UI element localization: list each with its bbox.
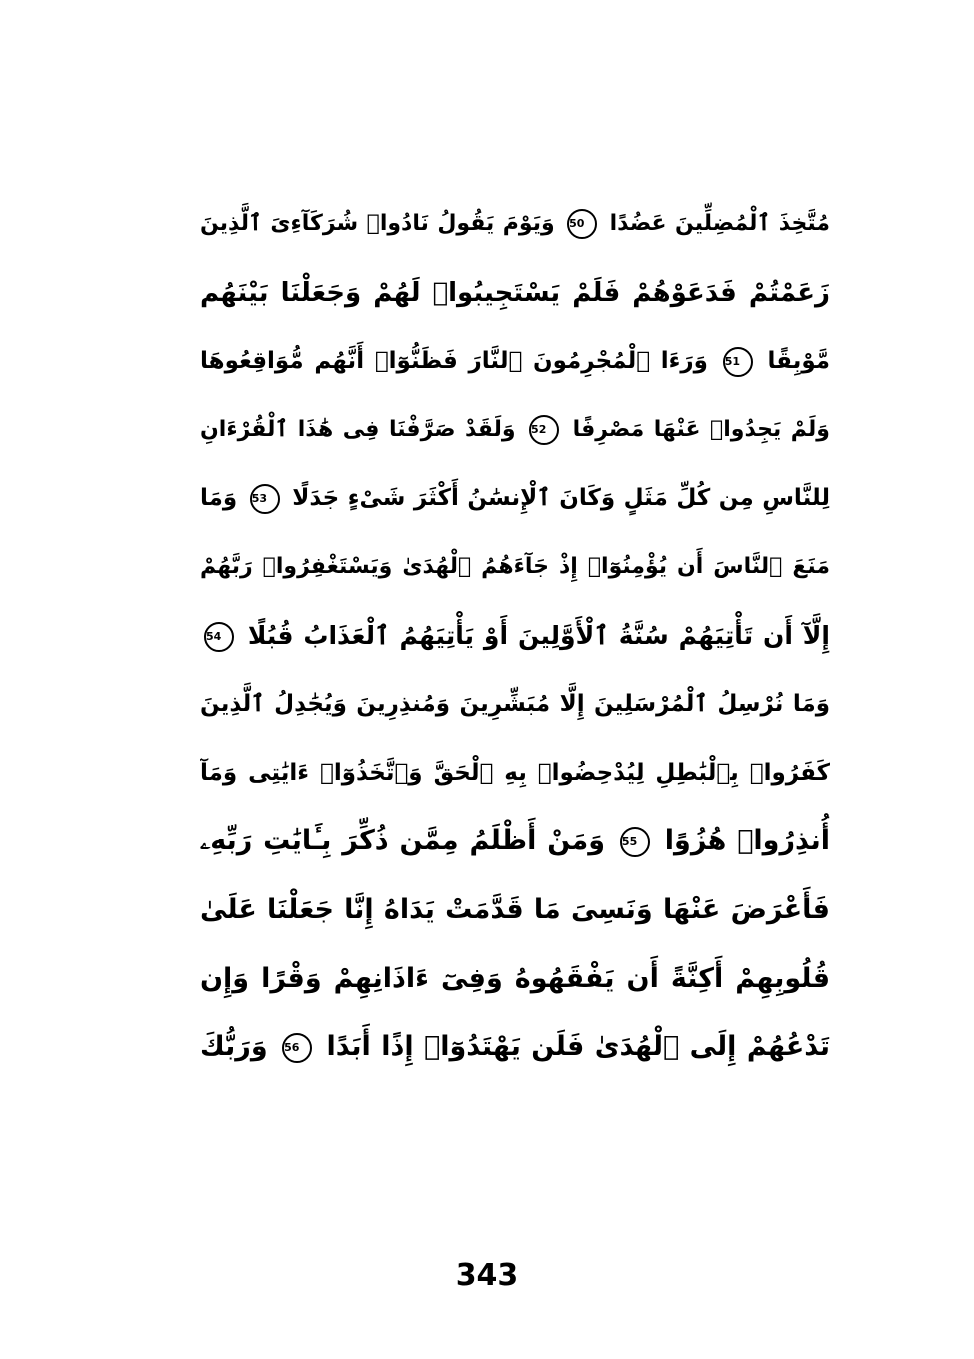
- ayah-marker: 54: [204, 622, 234, 652]
- line-text: وَيَوْمَ يَقُولُ نَادُوا۟ شُرَكَآءِىَ ٱلَّذِينَ: [200, 211, 555, 236]
- line-text: إِلَّآ أَن تَأْتِيَهُمْ سُنَّةُ ٱلْأَوَّلِينَ أَوْ يَأْتِيَهُمُ ٱلْعَذَابُ قُبُلًا: [247, 620, 830, 650]
- text-line-8: [200, 670, 830, 739]
- line-text: وَلَمْ يَجِدُوا۟ عَنْهَا مَصْرِفًا: [572, 416, 830, 442]
- text-line-2: [200, 259, 830, 328]
- text-line-9: [200, 739, 830, 808]
- line-text: كَفَرُوا۟ بِٱلْبَٰطِلِ لِيُدْحِضُوا۟ بِهِ ٱلْحَقَّ وَٱتَّخَذُوٓا۟ ءَايَٰتِى وَمَآ: [200, 759, 830, 786]
- line-text: وَرَبُّكَ: [200, 1031, 268, 1063]
- text-line-7: [200, 602, 830, 671]
- text-line-13: [200, 1013, 830, 1082]
- line-text: وَمَا نُرْسِلُ ٱلْمُرْسَلِينَ إِلَّا مُبَشِّرِينَ وَمُنذِرِينَ وَيُجَٰدِلُ ٱلَّذِينَ: [200, 691, 830, 718]
- line-text: تَدْعُهُمْ إِلَى ٱلْهُدَىٰ فَلَن يَهْتَدُوٓا۟ إِذًا أَبَدًا: [326, 1031, 830, 1063]
- text-line-12: [200, 945, 830, 1014]
- text-line-6: [200, 533, 830, 602]
- quran-text-block: [200, 190, 830, 1150]
- text-line-5: [200, 464, 830, 533]
- text-line-1: [200, 190, 830, 259]
- line-text: فَأَعْرَضَ عَنْهَا وَنَسِىَ مَا قَدَّمَتْ يَدَاهُ إِنَّا جَعَلْنَا عَلَىٰ: [200, 893, 830, 925]
- text-line-11: [200, 876, 830, 945]
- line-text: لِلنَّاسِ مِن كُلِّ مَثَلٍ وَكَانَ ٱلْإِنسَٰنُ أَكْثَرَ شَىْءٍ جَدَلًا: [292, 485, 830, 512]
- line-text: وَمَا: [200, 485, 238, 512]
- line-text: مَنَعَ ٱلنَّاسَ أَن يُؤْمِنُوٓا۟ إِذْ جَآءَهُمُ ٱلْهُدَىٰ وَيَسْتَغْفِرُوا۟ رَبَّهُمْ: [200, 553, 830, 579]
- line-text: مُتَّخِذَ ٱلْمُضِلِّينَ عَضُدًا: [609, 211, 830, 236]
- ayah-marker: 52: [529, 415, 559, 445]
- text-line-4: [200, 396, 830, 465]
- line-text: وَمَنْ أَظْلَمُ مِمَّن ذُكِّرَ بِـَٔايَٰتِ رَبِّهِۦ: [200, 825, 606, 857]
- text-line-3: [200, 327, 830, 396]
- ayah-marker: 55: [620, 827, 650, 857]
- line-text: مَّوْبِقًا: [767, 348, 830, 375]
- ayah-marker: 56: [282, 1033, 312, 1063]
- line-text: وَلَقَدْ صَرَّفْنَا فِى هَٰذَا ٱلْقُرْءَانِ: [200, 416, 516, 442]
- line-text: وَرَءَا ٱلْمُجْرِمُونَ ٱلنَّارَ فَظَنُّوٓا۟ أَنَّهُم مُّوَاقِعُوهَا: [200, 348, 708, 375]
- line-text: أُنذِرُوا۟ هُزُوًا: [664, 825, 830, 857]
- ayah-marker: 51: [723, 347, 753, 377]
- line-text: زَعَمْتُمْ فَدَعَوْهُمْ فَلَمْ يَسْتَجِيبُوا۟ لَهُمْ وَجَعَلْنَا بَيْنَهُم: [200, 277, 830, 308]
- ayah-marker: 50: [567, 209, 597, 239]
- ayah-marker: 53: [250, 484, 280, 514]
- line-text: قُلُوبِهِمْ أَكِنَّةً أَن يَفْقَهُوهُ وَفِىٓ ءَاذَانِهِمْ وَقْرًا وَإِن: [200, 962, 830, 994]
- page-number: 343: [455, 1258, 519, 1293]
- text-line-10: [200, 807, 830, 876]
